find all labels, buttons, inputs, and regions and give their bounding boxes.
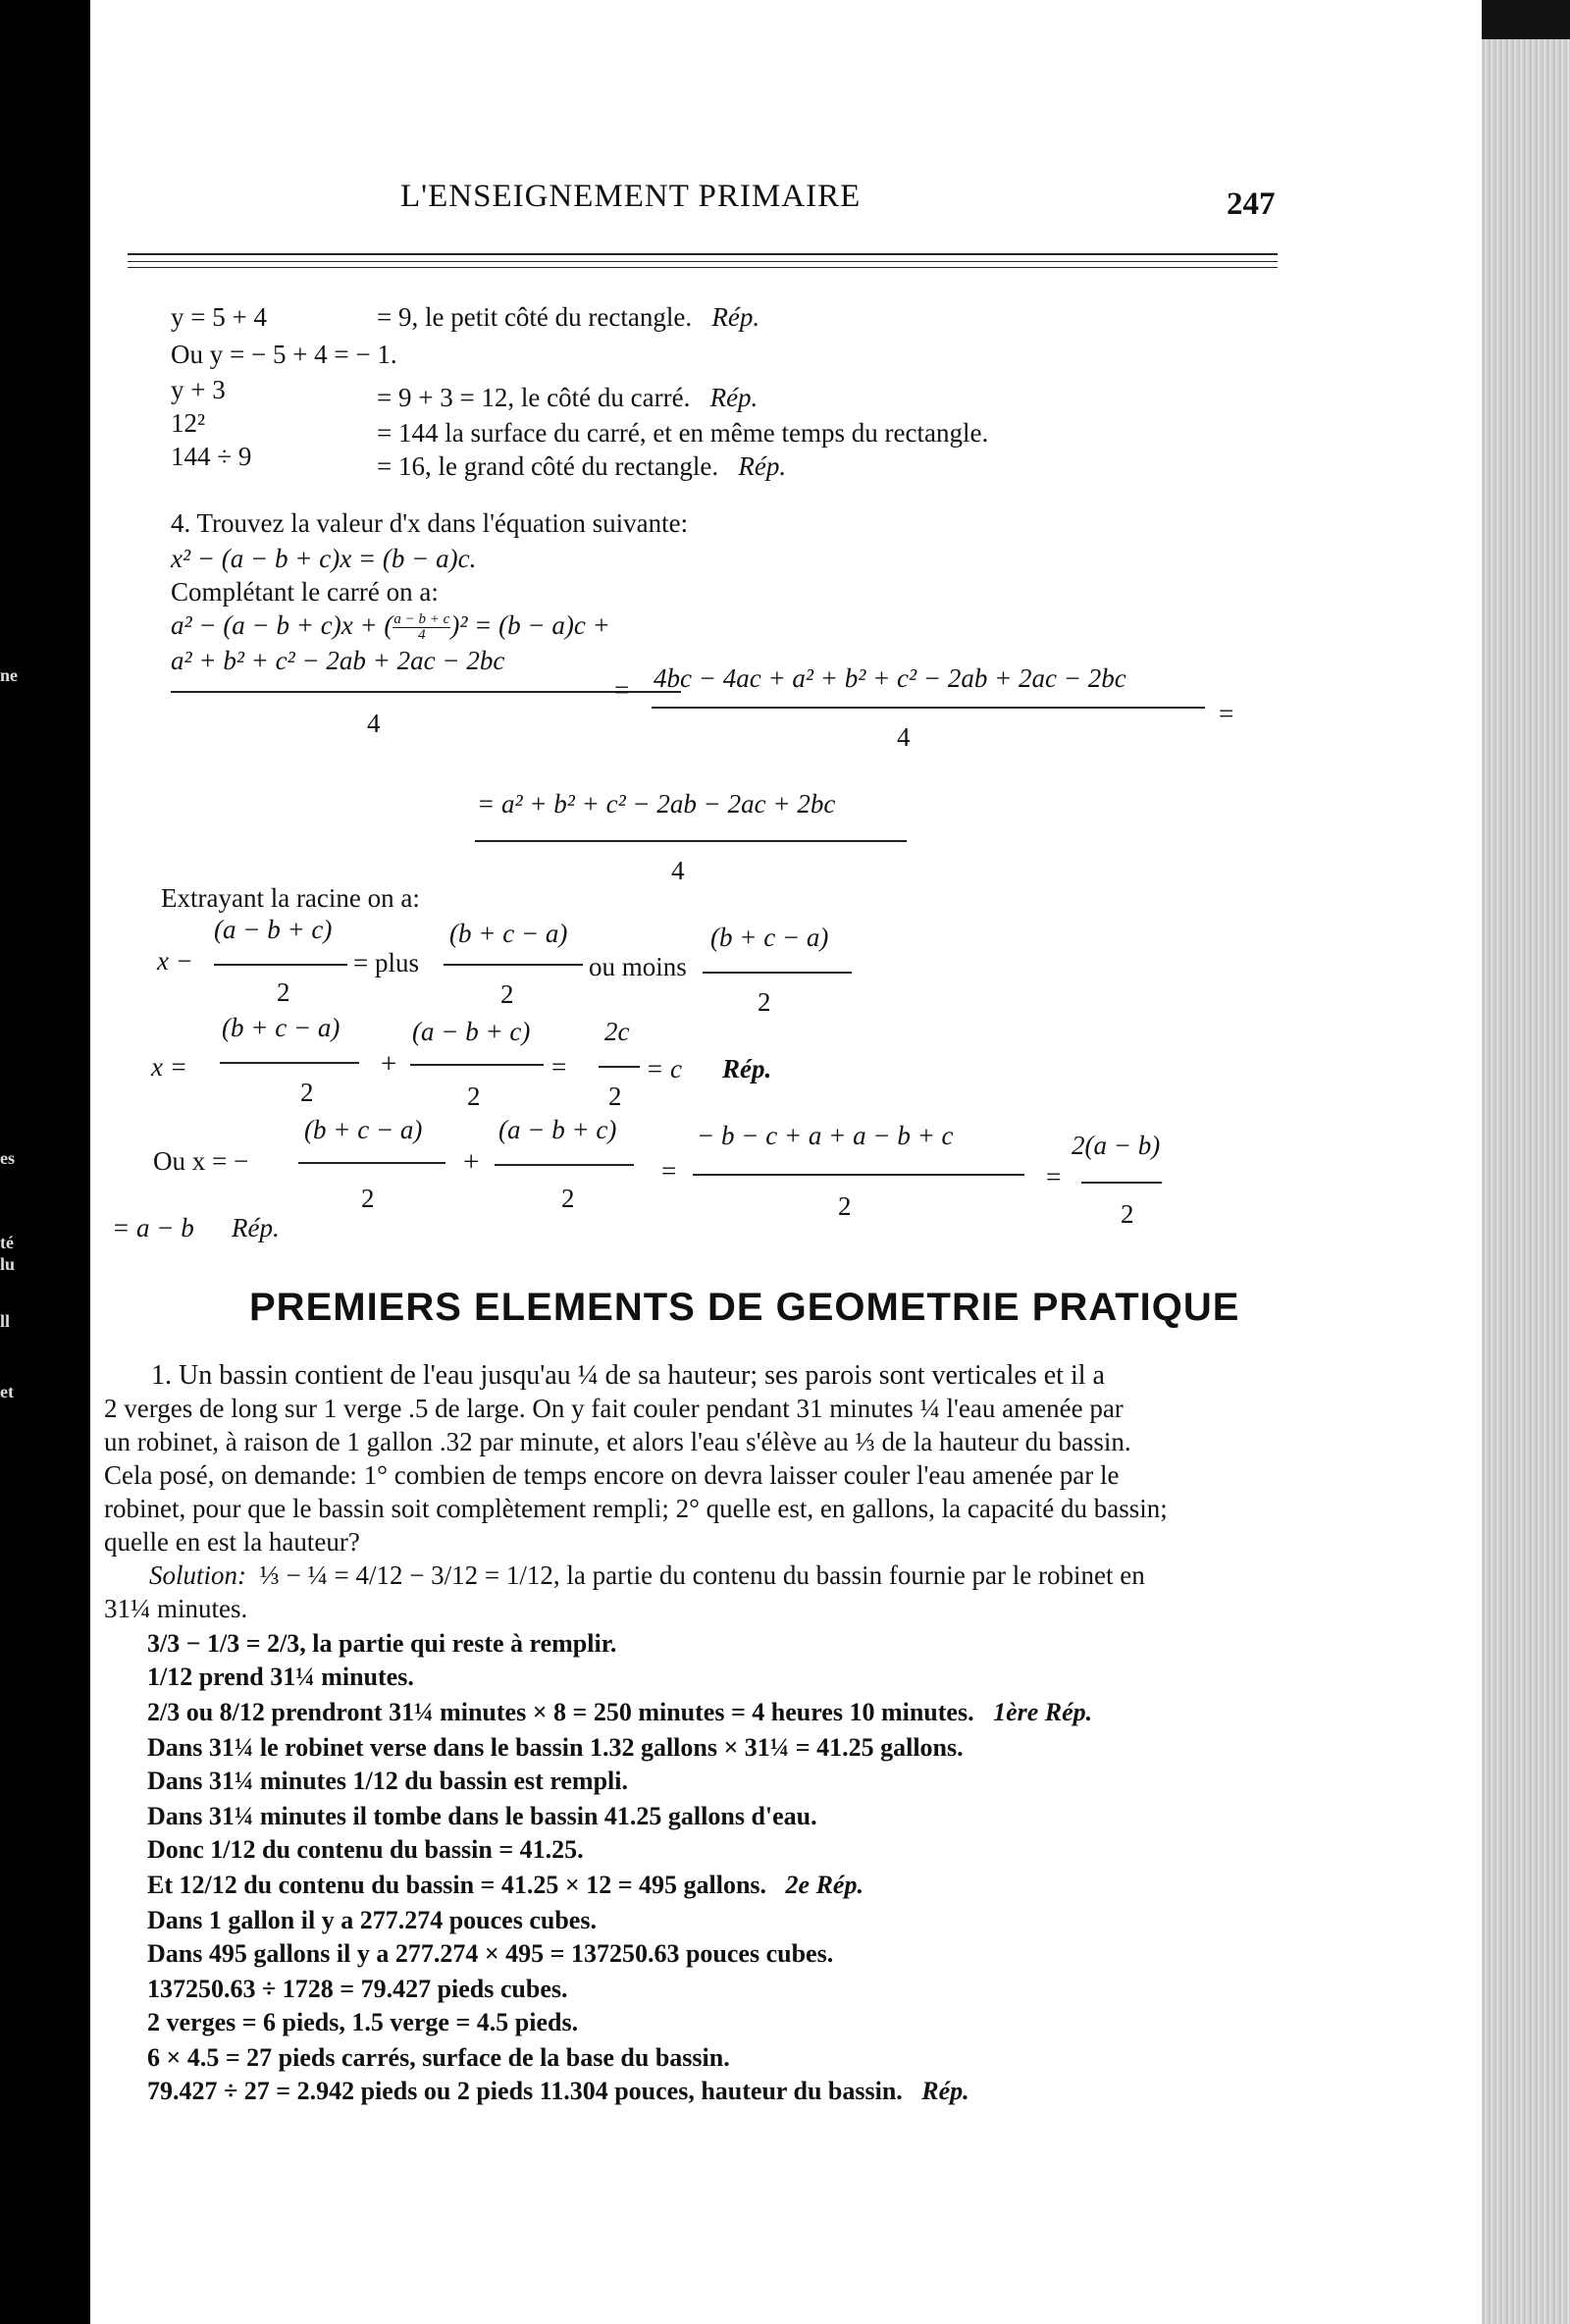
header-rule xyxy=(128,253,1278,255)
equation-left: y = 5 + 4 xyxy=(171,302,267,332)
equation-lhs: Ou x = − xyxy=(153,1146,249,1176)
fraction-bar xyxy=(495,1164,634,1166)
problem-text-line: 1. Un bassin contient de l'eau jusqu'au ¼ de sa hauteur; ses parois sont verticales et il a xyxy=(151,1360,1105,1391)
equation-result: = a − b xyxy=(112,1213,194,1242)
fraction-bar xyxy=(599,1066,640,1068)
section-title: PREMIERS ELEMENTS DE GEOMETRIE PRATIQUE xyxy=(249,1286,1240,1329)
margin-fragment: es xyxy=(0,1148,15,1168)
equation-left: Ou y = − 5 + 4 = − 1. xyxy=(171,340,397,369)
text-line: ou moins xyxy=(589,952,687,981)
equation-lhs: x = xyxy=(151,1052,187,1082)
fraction-denominator: 4 xyxy=(367,709,381,738)
fraction-denominator: 2 xyxy=(758,987,771,1017)
fraction-bar xyxy=(652,707,1205,709)
header-rule xyxy=(128,261,1278,262)
fraction-bar xyxy=(444,964,583,966)
fraction-denominator: 2 xyxy=(277,977,290,1007)
page-number: 247 xyxy=(1227,186,1276,222)
fraction-numerator: (a − b + c) xyxy=(498,1115,617,1144)
solution-step: 2/3 ou 8/12 prendront 31¼ minutes × 8 = 250 minutes = 4 heures 10 minutes. 1ère Rép. xyxy=(147,1698,1093,1726)
equals-sign: = xyxy=(614,675,630,705)
solution-step: 79.427 ÷ 27 = 2.942 pieds ou 2 pieds 11.304 pouces, hauteur du bassin. Rép. xyxy=(147,2077,969,2105)
fraction-bar xyxy=(298,1162,445,1164)
fraction-numerator: − b − c + a + a − b + c xyxy=(697,1121,954,1150)
solution-line: 31¼ minutes. xyxy=(104,1594,248,1623)
fraction-numerator: (b + c − a) xyxy=(710,923,829,952)
solution-step: 1/12 prend 31¼ minutes. xyxy=(147,1663,414,1691)
answer-marker: Rép. xyxy=(722,1054,772,1083)
equation-right: = 9 + 3 = 12, le côté du carré. Rép. xyxy=(377,383,759,412)
equation-right: = 16, le grand côté du rectangle. Rép. xyxy=(377,451,787,481)
margin-fragment: ne xyxy=(0,665,18,685)
equals-sign: = xyxy=(661,1156,677,1186)
book-page xyxy=(90,0,1482,2324)
running-header: L'ENSEIGNEMENT PRIMAIRE xyxy=(400,179,862,214)
equation-left: y + 3 xyxy=(171,375,226,404)
solution-step: Et 12/12 du contenu du bassin = 41.25 × 12 = 495 gallons. 2e Rép. xyxy=(147,1871,864,1899)
equals-sign: = xyxy=(551,1052,567,1082)
text-line: = plus xyxy=(353,948,419,977)
fraction-denominator: 2 xyxy=(467,1082,481,1111)
problem-text-line: un robinet, à raison de 1 gallon .32 par minute, et alors l'eau s'élève au ⅓ de la hauteur du bassin. xyxy=(104,1427,1131,1456)
solution-step: Donc 1/12 du contenu du bassin = 41.25. xyxy=(147,1835,584,1864)
fraction-bar xyxy=(475,840,907,842)
text-line: Extrayant la racine on a: xyxy=(161,883,420,913)
problem-statement: 4. Trouvez la valeur d'x dans l'équation suivante: xyxy=(171,508,689,538)
solution-step: 137250.63 ÷ 1728 = 79.427 pieds cubes. xyxy=(147,1975,568,2003)
book-edge-top xyxy=(1477,0,1570,39)
solution-step: 3/3 − 1/3 = 2/3, la partie qui reste à remplir. xyxy=(147,1629,617,1658)
fraction-bar xyxy=(410,1064,544,1066)
solution-step: Dans 495 gallons il y a 277.274 × 495 = 137250.63 pouces cubes. xyxy=(147,1939,834,1968)
equation-right: = 144 la surface du carré, et en même temps du rectangle. xyxy=(377,418,989,448)
fraction-denominator: 2 xyxy=(1121,1199,1134,1229)
equation: a² − (a − b + c)x + ( $\frac{a - b + c}{4}$ )² = (b − a)c + xyxy=(171,610,610,644)
margin-fragment: et xyxy=(0,1382,14,1401)
fraction-denominator: 2 xyxy=(838,1191,852,1221)
equation-left: 144 ÷ 9 xyxy=(171,442,252,471)
fraction-bar xyxy=(1081,1182,1162,1184)
fraction-denominator: 2 xyxy=(561,1184,575,1213)
equals-sign: = xyxy=(1046,1162,1062,1191)
fraction-numerator: = a² + b² + c² − 2ab − 2ac + 2bc xyxy=(477,789,836,819)
solution-step: 2 verges = 6 pieds, 1.5 verge = 4.5 pieds. xyxy=(147,2008,579,2036)
margin-fragment: té xyxy=(0,1233,14,1252)
equation: x² − (a − b + c)x = (b − a)c. xyxy=(171,544,477,573)
problem-text-line: 2 verges de long sur 1 verge .5 de large. On y fait couler pendant 31 minutes ¼ l'eau amenée par xyxy=(104,1394,1124,1423)
plus-sign: + xyxy=(381,1048,397,1080)
answer-marker: Rép. xyxy=(232,1213,280,1242)
fraction-denominator: 2 xyxy=(361,1184,375,1213)
fraction-bar xyxy=(220,1062,359,1064)
fraction-numerator: (b + c − a) xyxy=(304,1115,423,1144)
solution-line: Solution: ⅓ − ¼ = 4/12 − 3/12 = 1/12, la partie du contenu du bassin fournie par le robinet en xyxy=(149,1560,1145,1590)
equals-sign: = xyxy=(1219,699,1234,728)
problem-text-line: robinet, pour que le bassin soit complètement rempli; 2° quelle est, en gallons, la capacité du bassin; xyxy=(104,1494,1168,1523)
solution-step: Dans 31¼ minutes 1/12 du bassin est rempli. xyxy=(147,1767,628,1795)
fraction-numerator: 2c xyxy=(604,1017,630,1046)
fraction-denominator: 4 xyxy=(671,856,685,885)
solution-step: Dans 1 gallon il y a 277.274 pouces cubes. xyxy=(147,1906,597,1934)
text-line: Complétant le carré on a: xyxy=(171,577,439,607)
fraction-numerator: 4bc − 4ac + a² + b² + c² − 2ab + 2ac − 2bc xyxy=(654,663,1126,693)
fraction-numerator: 2(a − b) xyxy=(1072,1131,1161,1160)
margin-fragment: lu xyxy=(0,1254,16,1274)
fraction-denominator: 4 xyxy=(897,722,911,752)
fraction-bar xyxy=(703,972,852,974)
fraction-numerator: (a − b + c) xyxy=(214,915,333,944)
solution-step: Dans 31¼ le robinet verse dans le bassin 1.32 gallons × 31¼ = 41.25 gallons. xyxy=(147,1733,964,1762)
fraction-denominator: 2 xyxy=(608,1082,622,1111)
fraction-denominator: 2 xyxy=(500,979,514,1009)
fraction-bar xyxy=(171,691,681,693)
fraction-numerator: (a − b + c) xyxy=(412,1017,531,1046)
equation-left: 12² xyxy=(171,408,206,438)
margin-fragment: ll xyxy=(0,1311,11,1331)
fraction-numerator: (b + c − a) xyxy=(222,1013,340,1042)
fraction-denominator: 2 xyxy=(300,1078,314,1107)
solution-step: 6 × 4.5 = 27 pieds carrés, surface de la base du bassin. xyxy=(147,2043,730,2072)
plus-sign: + xyxy=(463,1146,480,1178)
fraction-bar xyxy=(214,964,347,966)
book-page-edges xyxy=(1482,39,1570,2324)
solution-step: Dans 31¼ minutes il tombe dans le bassin 41.25 gallons d'eau. xyxy=(147,1802,817,1830)
equation-lhs: x − xyxy=(157,946,193,976)
equation-right: = 9, le petit côté du rectangle. Rép. xyxy=(377,302,760,332)
header-rule xyxy=(128,267,1278,268)
problem-text-line: Cela posé, on demande: 1° combien de temps encore on devra laisser couler l'eau amenée par le xyxy=(104,1460,1120,1490)
equation-result: = c xyxy=(646,1054,682,1083)
fraction-numerator: a² + b² + c² − 2ab + 2ac − 2bc xyxy=(171,646,505,675)
problem-text-line: quelle en est la hauteur? xyxy=(104,1527,360,1557)
fraction-numerator: (b + c − a) xyxy=(449,919,568,948)
fraction-bar xyxy=(693,1174,1024,1176)
